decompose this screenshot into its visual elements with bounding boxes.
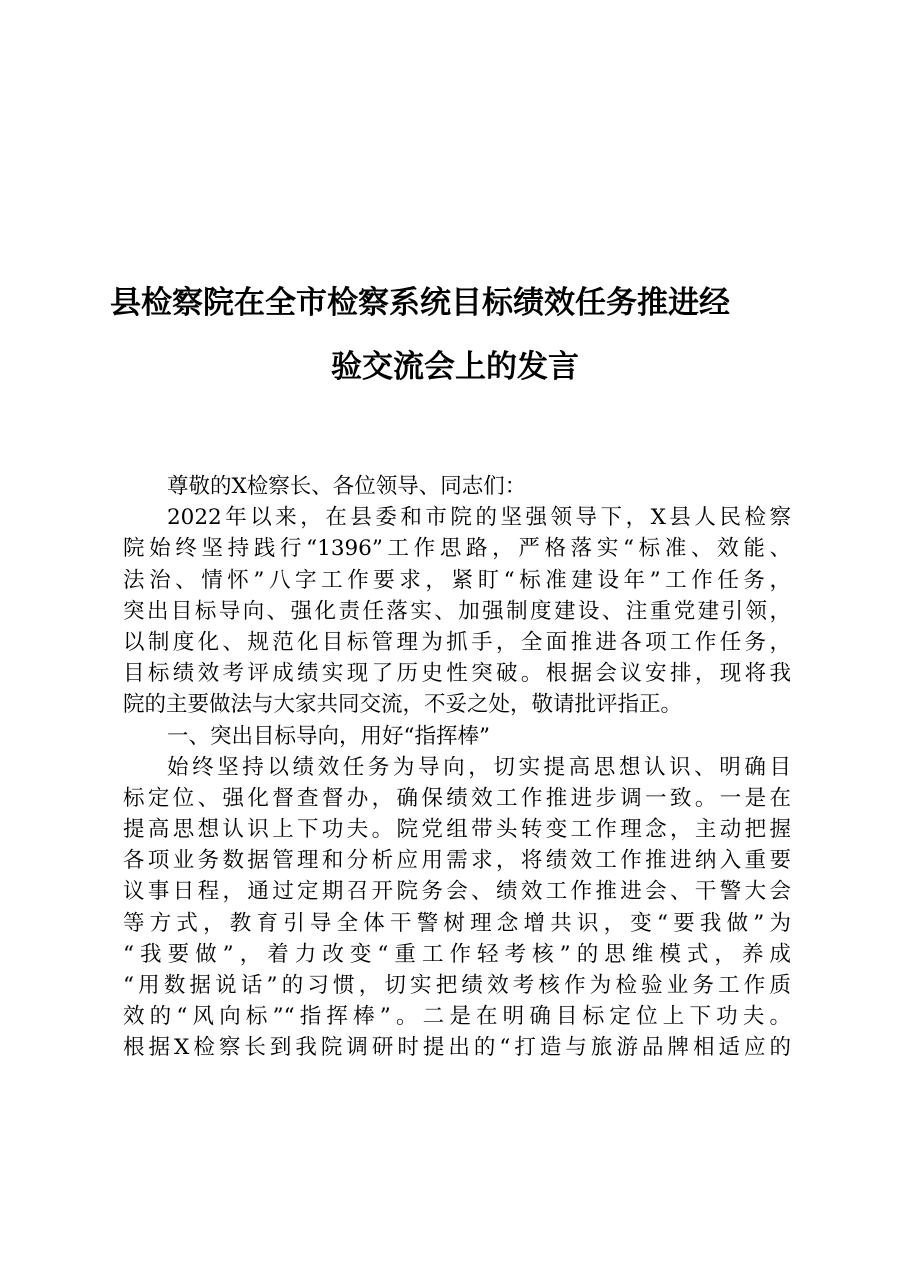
body-line: 院的主要做法与大家共同交流，不妥之处，敬请批评指正。 xyxy=(123,692,683,718)
body-line: 突出目标导向、强化责任落实、加强制度建设、注重党建引领， xyxy=(123,598,791,624)
section-heading: 一、突出目标导向，用好“指挥棒” xyxy=(167,723,490,749)
body-line: “我要做”，着力改变“重工作轻考核”的思维模式，养成 xyxy=(123,941,791,967)
body-line: 效的“风向标”“指挥棒”。二是在明确目标定位上下功夫。 xyxy=(123,1004,791,1030)
body-line: 根据X检察长到我院调研时提出的“打造与旅游品牌相适应的 xyxy=(123,1035,791,1061)
body-line: 始终坚持以绩效任务为导向，切实提高思想认识、明确目 xyxy=(167,754,791,780)
body-line: 以制度化、规范化目标管理为抓手，全面推进各项工作任务， xyxy=(123,629,791,655)
body-line: “用数据说话”的习惯，切实把绩效考核作为检验业务工作质 xyxy=(123,973,791,998)
body-line: 标定位、强化督查督办，确保绩效工作推进步调一致。一是在 xyxy=(123,785,791,811)
document-title-line-2: 验交流会上的发言 xyxy=(331,349,579,385)
body-line: 目标绩效考评成绩实现了历史性突破。根据会议安排，现将我 xyxy=(123,661,791,687)
body-line: 法治、情怀”八字工作要求，紧盯“标准建设年”工作任务， xyxy=(123,567,791,593)
document-body xyxy=(123,471,791,1064)
body-line: 议事日程，通过定期召开院务会、绩效工作推进会、干警大会 xyxy=(123,879,791,905)
body-line: 院始终坚持践行“1396”工作思路，严格落实“标准、效能、 xyxy=(123,536,791,562)
salutation: 尊敬的X检察长、各位领导、同志们： xyxy=(167,474,527,499)
body-line: 各项业务数据管理和分析应用需求，将绩效工作推进纳入重要 xyxy=(123,848,791,874)
body-line: 等方式，教育引导全体干警树理念增共识，变“要我做”为 xyxy=(123,910,791,936)
body-line: 2022年以来，在县委和市院的坚强领导下，X县人民检察 xyxy=(167,505,791,531)
document-title-line-1: 县检察院在全市检察系统目标绩效任务推进经 xyxy=(110,285,730,321)
body-line: 提高思想认识上下功夫。院党组带头转变工作理念，主动把握 xyxy=(123,817,791,843)
